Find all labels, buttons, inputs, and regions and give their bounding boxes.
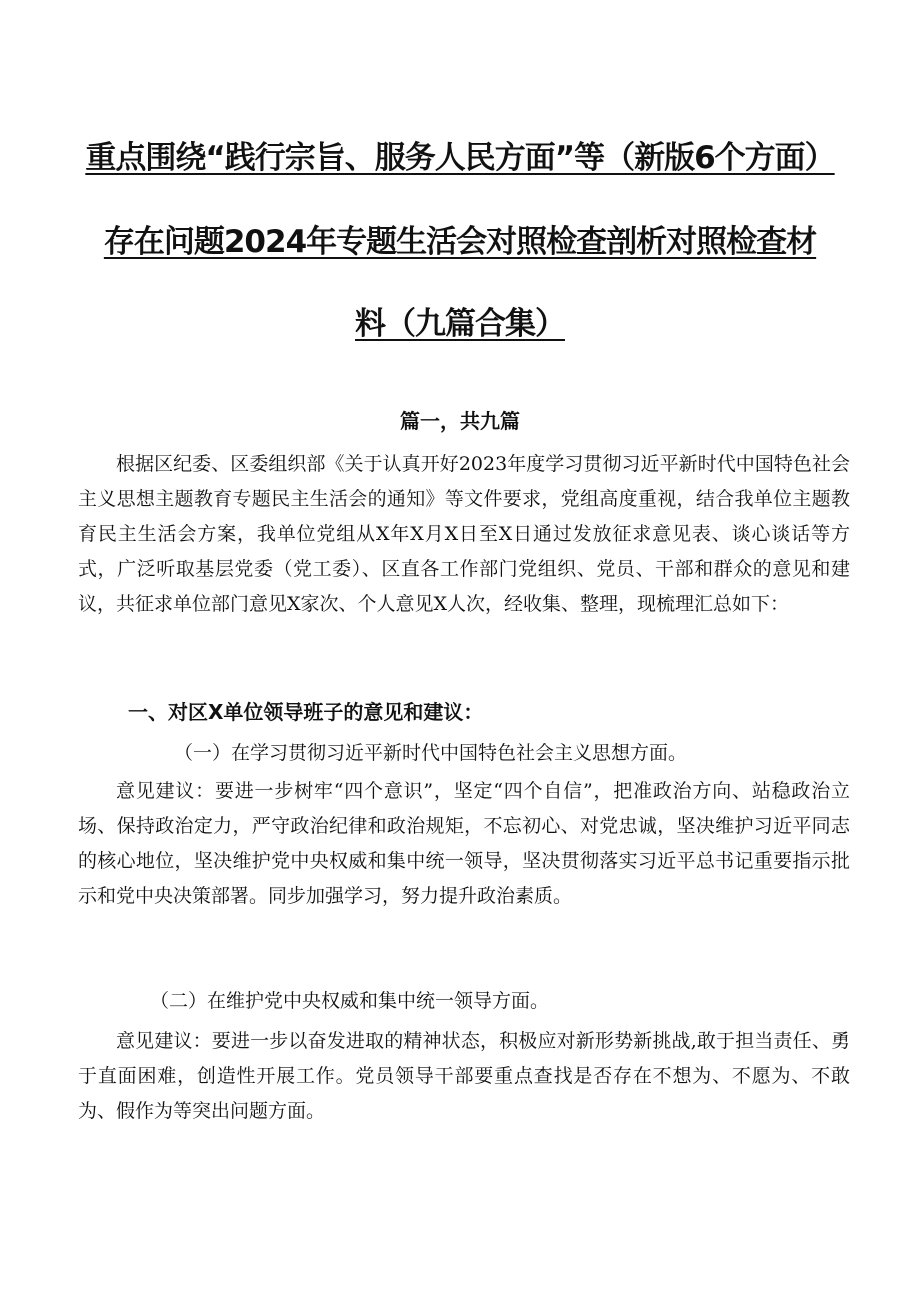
section-heading-1: 一、对区X单位领导班子的意见和建议：: [128, 700, 484, 724]
document-title-line-2: 存在问题2024年专题生活会对照检查剖析对照检查材: [103, 224, 817, 260]
subsection-heading-2: （二）在维护党中央权威和集中统一领导方面。: [150, 990, 550, 1012]
intro-paragraph: 根据区纪委、区委组织部《关于认真开好2023年度学习贯彻习近平新时代中国特色社会主义思想主题教育专题民主生活会的通知》等文件要求，党组高度重视，结合我单位主题教育民主生活会方案，我单位党组从X年X月X日至X日通过发放征求意见表、谈心谈话等方式，广泛听取基层党委（党工委）、区直各工作部门党组织、党员、干部和群众的意见和建议，共征求单位部门意见X家次、个人意见X人次，经收集、整理，现梳理汇总如下：: [78, 453, 850, 615]
chapter-heading: 篇一，共九篇: [400, 409, 520, 433]
subsection-2-text: 意见建议：要进一步以奋发进取的精神状态，积极应对新形势新挑战,敢于担当责任、勇于直面困难，创造性开展工作。党员领导干部要重点查找是否存在不想为、不愿为、不敢为、假作为等突出问题方面。: [78, 1030, 850, 1122]
subsection-heading-1: （一）在学习贯彻习近平新时代中国特色社会主义思想方面。: [174, 742, 688, 764]
subsection-1-text: 意见建议：要进一步树牢“四个意识”，坚定“四个自信”，把准政治方向、站稳政治立场、保持政治定力，严守政治纪律和政治规矩，不忘初心、对党忠诚，坚决维护习近平同志的核心地位，坚决维护党中央权威和集中统一领导，坚决贯彻落实习近平总书记重要指示批示和党中央决策部署。同步加强学习，努力提升政治素质。: [78, 780, 850, 907]
document-title-line-3: 料（九篇合集）: [355, 306, 565, 342]
document-title-line-1: 重点围绕“践行宗旨、服务人民方面”等（新版6个方面）: [85, 140, 835, 176]
